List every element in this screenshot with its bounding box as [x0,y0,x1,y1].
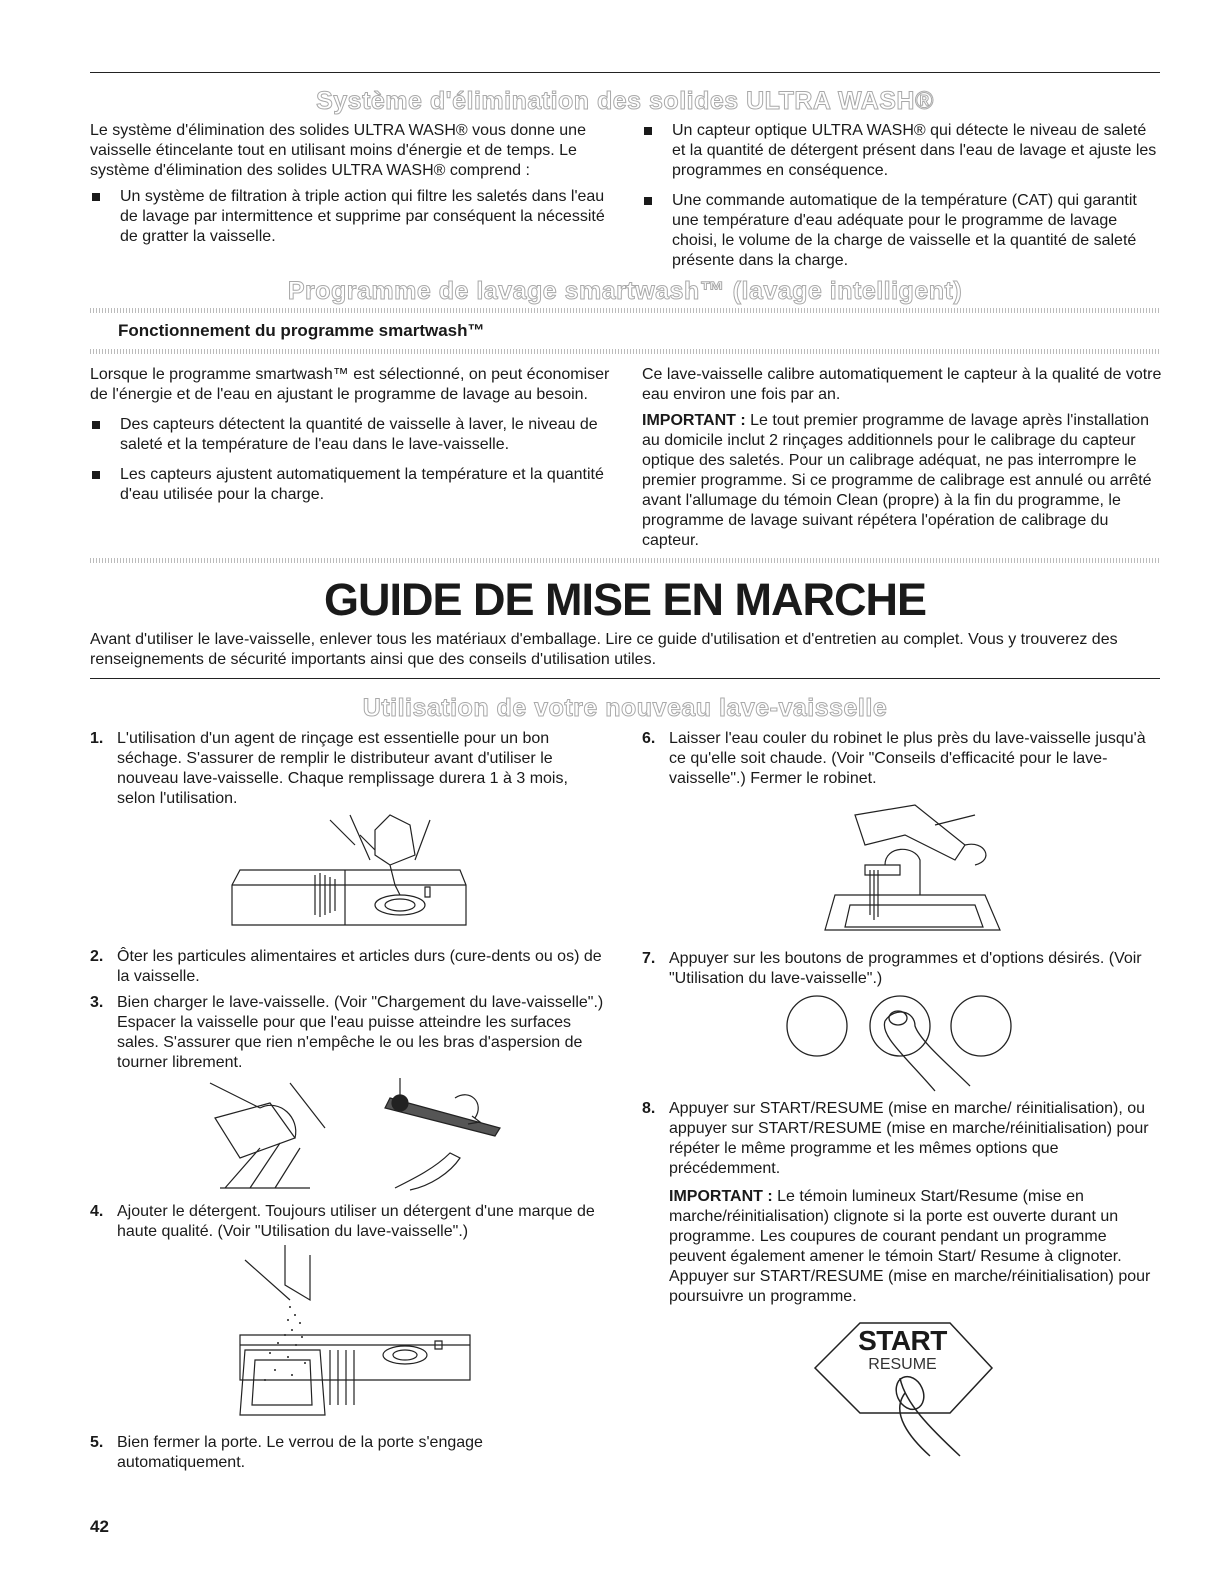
step-number: 3. [90,994,104,1011]
top-rule [90,72,1160,73]
important-text: Le tout premier programme de lavage après l'installation au domicile inclut 2 rinçages additionnels pour le calibrage du capteur optique des saletés. Pour un calibrage adéquat, ne pas interrompre le premier programme. Si ce programme de calibrage est annulé ou arrêté avant l'allumage du témoin Clean (propre) à la fin du programme, le programme de lavage suivant répétera l'opération de calibrage du capteur. [642,412,1152,549]
step-7 [642,949,1162,989]
step-number: 5. [90,1434,104,1451]
step-4 [90,1202,610,1242]
ultra-bullets-right [642,121,1162,271]
step-text: Appuyer sur START/RESUME (mise en marche/ réinitialisation), ou appuyer sur START/RESUME (mise en marche/réinitialisation) pour répéter le même programme et les mêmes options que précédemment. [669,1100,1149,1177]
step-text: Bien fermer la porte. Le verrou de la porte s'engage automatiquement. [117,1434,483,1471]
important-text: Le témoin lumineux Start/Resume (mise en marche/réinitialisation) clignote si la porte est ouverte durant un programme. Les coupures de courant pendant un programme peuvent également amener le témoin Start/ Resume à clignoter. Appuyer sur START/RESUME (mise en marche/réinitialisation) pour poursuivre un programme. [669,1188,1151,1305]
start-resume-illustration [810,1318,995,1458]
ultra-wash-heading: Système d'élimination des solides ULTRA WASH® [316,87,934,115]
step-3 [90,993,610,1073]
option-buttons-illustration [785,996,1025,1096]
rinse-aid-illustration [230,815,470,935]
smart-left-column [90,365,610,515]
option-button [787,996,847,1056]
loading-illustration [200,1078,510,1196]
ultra-intro: Le système d'élimination des solides ULTRA WASH® vous donne une vaisselle étincelante tout en utilisant moins d'énergie et de temps. Le système d'élimination des solides ULTRA WASH® comprend : [90,122,586,179]
start-label: START [858,1325,947,1356]
step-8 [642,1099,1162,1307]
smartwash-heading: Programme de lavage smartwash™ (lavage intelligent) [287,277,963,305]
step-1 [90,729,610,809]
step-5 [90,1433,610,1473]
step-number: 8. [642,1100,656,1117]
smart-intro: Lorsque le programme smartwash™ est sélectionné, on peut économiser de l'énergie et de l'eau en ajustant le programme de lavage au besoin. [90,366,610,403]
step-text: Ôter les particules alimentaires et articles durs (cure-dents ou os) de la vaisselle. [117,948,602,985]
important-note [642,411,1162,551]
step-2 [90,947,610,987]
step-text: Bien charger le lave-vaisselle. (Voir "Chargement du lave-vaisselle".) Espacer la vaisselle pour que l'eau puisse atteindre les surfaces sales. S'assurer que rien n'empêche le ou les bras d'aspersion de tourner librement. [117,994,604,1071]
step-6 [642,729,1162,789]
step-number: 7. [642,950,656,967]
dotted-rule [90,308,1160,313]
smart-bullets [90,415,610,505]
step-text: L'utilisation d'un agent de rinçage est essentielle pour un bon séchage. S'assurer de remplir le distributeur avant d'utiliser le nouveau lave-vaisselle. Chaque remplissage durera 1 à 3 mois, selon l'utilisation. [117,730,568,807]
option-button [951,996,1011,1056]
step-number: 1. [90,730,104,747]
step-text: Ajouter le détergent. Toujours utiliser un détergent d'une marque de haute qualité. (Voir "Utilisation du lave-vaisselle".) [117,1203,595,1240]
step-number: 4. [90,1203,104,1220]
list-item: Les capteurs ajustent automatiquement la température et la quantité d'eau utilisée pour la charge. [90,465,610,505]
resume-label: RESUME [868,1356,937,1373]
start-important-note [669,1187,1162,1307]
step-number: 6. [642,730,656,747]
usage-heading: Utilisation de votre nouveau lave-vaisselle [362,694,888,722]
smartwash-subheading: Fonctionnement du programme smartwash™ [118,321,485,340]
faucet-illustration [825,805,1005,935]
important-label: IMPORTANT : [642,412,746,429]
list-item: Une commande automatique de la température (CAT) qui garantit une température d'eau adéquate pour le programme de lavage choisi, le volume de la charge de vaisselle et la quantité de saleté présente dans la charge. [642,191,1162,271]
detergent-illustration [230,1245,480,1420]
important-label: IMPORTANT : [669,1188,773,1205]
ultra-bullets-left [90,187,610,247]
list-item: Un système de filtration à triple action qui filtre les saletés dans l'eau de lavage par intermittence et supprime par conséquent la nécessité de gratter la vaisselle. [90,187,610,247]
page-number: 42 [90,1517,109,1536]
ultra-left-column [90,121,610,257]
page-title: GUIDE DE MISE EN MARCHE [323,574,927,625]
guide-intro: Avant d'utiliser le lave-vaisselle, enlever tous les matériaux d'emballage. Lire ce guide d'utilisation et d'entretien au complet. Vous y trouverez des renseignements de sécurité importants ainsi que des conseils d'utilisation utiles. [90,631,1118,668]
step-text: Appuyer sur les boutons de programmes et d'options désirés. (Voir "Utilisation du lave-vaisselle".) [669,950,1142,987]
list-item: Un capteur optique ULTRA WASH® qui détecte le niveau de saleté et la quantité de détergent présent dans l'eau de lavage et ajuste les programmes en conséquence. [642,121,1162,181]
step-number: 2. [90,948,104,965]
smart-right-column [642,365,1162,551]
step-text: Laisser l'eau couler du robinet le plus près du lave-vaisselle jusqu'à ce qu'elle soit chaude. (Voir "Conseils d'efficacité pour le lave-vaisselle".) Fermer le robinet. [669,730,1146,787]
dotted-rule [90,558,1160,563]
calibration-text: Ce lave-vaisselle calibre automatiquement le capteur à la qualité de votre eau environ une fois par an. [642,366,1162,403]
dotted-rule [90,349,1160,354]
option-button [870,996,930,1056]
section-rule [90,678,1160,679]
list-item: Des capteurs détectent la quantité de vaisselle à laver, le niveau de saleté et la température de l'eau dans le lave-vaisselle. [90,415,610,455]
ultra-right-column [642,121,1162,281]
